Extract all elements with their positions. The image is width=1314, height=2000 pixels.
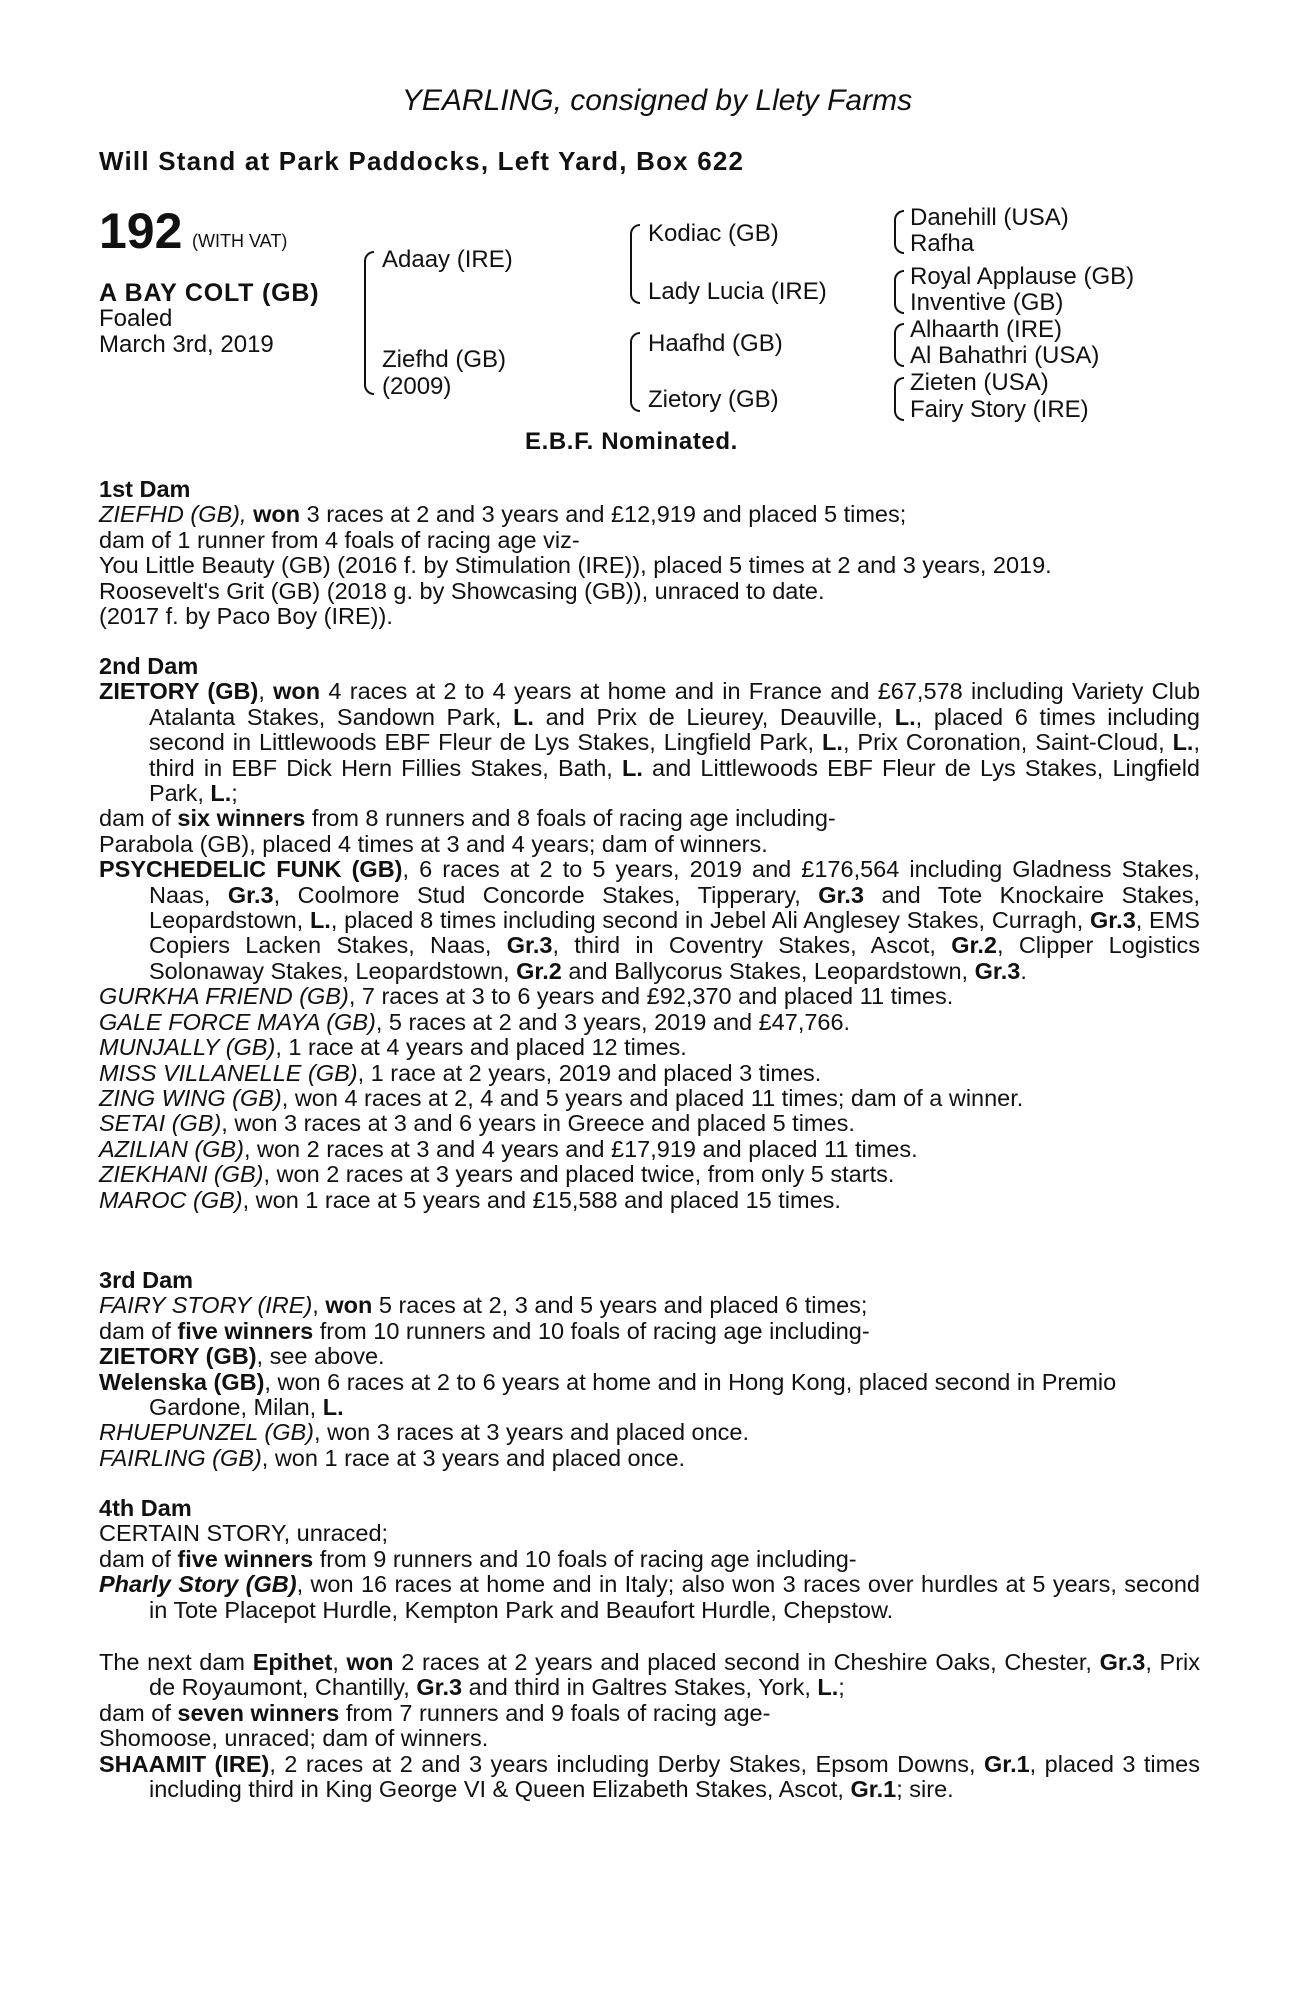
text: , Coolmore Stud Concorde Stakes, Tipperary, [273,881,819,908]
horse-name: MUNJALLY (GB) [99,1034,276,1061]
text: ; [231,780,238,807]
text: dam of [99,1317,178,1344]
next-dam-section [99,1650,1200,1802]
lot-description: A BAY COLT (GB) [99,279,320,307]
second-dam-section [99,654,1200,1213]
grade: Gr.2 [516,957,562,984]
text: , Clipper Logistics Solonaway Stakes, Leopardstown, [149,932,1200,984]
text: , won 16 races at home and in Italy; also won 3 races over hurdles at 5 years, second in Tote Placepot Hurdle, Kempton Park and Beaufort Hurdle, Chepstow. [149,1571,1200,1623]
lot-number: 192 [99,203,183,259]
won-label: won [346,1649,394,1675]
horse-name: ZIETORY (GB) [99,1343,257,1370]
dam-name: ZIEFHD (GB), [99,501,247,528]
text: dam of [99,805,178,832]
grade: Gr.3 [227,881,274,908]
horse-name: MISS VILLANELLE (GB) [99,1059,358,1086]
grandparent-6: Al Bahathri (USA) [910,342,1100,369]
text: from 8 runners and 8 foals of racing age including- [305,805,836,832]
horse-name: RHUEPUNZEL (GB) [99,1419,315,1446]
section-heading: 3rd Dam [99,1267,194,1293]
grandparent-2: Rafha [910,230,975,257]
text: dam of [99,1699,178,1726]
text: , won 4 races at 2, 4 and 5 years and placed 11 times; dam of a winner. [281,1084,1024,1111]
race-record: 3 races at 2 and 3 years and £12,919 and placed 5 times; [300,501,907,528]
grade: L. [513,703,534,730]
grade: L. [621,754,643,781]
text: , won 1 race at 5 years and £15,588 and placed 15 times. [242,1186,841,1213]
won-label: won [325,1292,373,1319]
pedigree-brace [630,332,640,412]
text: , placed 6 times including second in Littlewoods EBF Fleur de Lys Stakes, Lingfield Park, [149,703,1201,756]
produce-item: (2017 f. by Paco Boy (IRE)). [99,603,393,630]
horse-name: MAROC (GB) [99,1186,243,1213]
grade: L. [309,907,331,934]
grade: L. [822,729,843,756]
fourth-dam-section [99,1496,1200,1623]
grade: Gr.3 [1099,1649,1146,1675]
section-heading: 4th Dam [99,1495,192,1521]
grade: L. [817,1674,839,1701]
sire-dam: Lady Lucia (IRE) [648,278,827,305]
third-dam-section [99,1268,1200,1471]
dam: Ziefhd (GB) [382,346,507,373]
horse-name: Pharly Story (GB) [99,1571,297,1598]
grade: Gr.3 [416,1674,463,1701]
grandparent-8: Fairy Story (IRE) [910,396,1089,423]
horse-name: FAIRLING (GB) [99,1444,262,1471]
grade: L. [894,703,916,730]
grade: L. [1172,729,1194,756]
horse-name: Welenska (GB) [99,1368,265,1395]
text: , Prix Coronation, Saint-Cloud, [842,729,1173,756]
text: 4 races at 2 to 4 years at home and in France and £67,578 including Variety Club Atalanta Stakes, Sandown Park, [149,678,1201,730]
text: , [332,1649,347,1675]
pedigree-brace [630,224,640,304]
sire: Adaay (IRE) [382,246,513,273]
vat-note: (WITH VAT) [192,231,288,251]
grade: L. [322,1394,344,1421]
horse-name: SETAI (GB) [99,1110,222,1137]
pedigree-brace [894,210,904,254]
foaled-label: Foaled [99,305,173,332]
produce-item: Parabola (GB), placed 4 times at 3 and 4 years; dam of winners. [99,830,768,857]
text: from 7 runners and 9 foals of racing age- [339,1699,771,1726]
dam-year: (2009) [382,373,452,400]
winners-count: five winners [177,1317,314,1344]
winners-count: six winners [177,805,306,832]
winners-count: five winners [177,1545,314,1572]
text: and Ballycorus Stakes, Leopardstown, [561,957,975,984]
dam-name: ZIETORY (GB) [99,678,259,705]
section-heading: 2nd Dam [99,653,199,679]
horse-name: AZILIAN (GB) [99,1135,244,1162]
grandparent-3: Royal Applause (GB) [910,263,1135,290]
dam-line: CERTAIN STORY, unraced; [99,1520,389,1547]
grandparent-4: Inventive (GB) [910,289,1064,316]
dam-dam: Zietory (GB) [648,386,779,413]
pedigree-brace [894,377,904,421]
grade: Gr.3 [974,957,1021,984]
page-title: YEARLING, consigned by Llety Farms [401,84,913,117]
won-label: won [253,501,301,528]
winners-count: seven winners [177,1699,340,1726]
stand-location: Will Stand at Park Paddocks, Left Yard, Box 622 [99,146,745,176]
text: dam of [99,1545,178,1572]
text: and Tote Knockaire Stakes, Leopardstown, [149,881,1200,934]
text: , 6 races at 2 to 5 years, 2019 and £176,564 including Gladness Stakes, Naas, [149,856,1200,908]
text: , third in Coventry Stakes, Ascot, [552,932,952,959]
horse-name: PSYCHEDELIC FUNK (GB) [99,856,403,883]
text: , won 6 races at 2 to 6 years at home and in Hong Kong, placed second in Premio Gardone, Milan, [149,1368,1117,1421]
pedigree-brace [894,270,904,314]
grade: Gr.2 [951,932,997,959]
horse-name: GALE FORCE MAYA (GB) [99,1008,376,1035]
horse-name: ZING WING (GB) [99,1084,282,1111]
text: and third in Galtres Stakes, York, [462,1674,818,1701]
produce-item: Roosevelt's Grit (GB) (2018 g. by Showcasing (GB)), unraced to date. [99,577,825,604]
text: 2 races at 2 years and placed second in Cheshire Oaks, Chester, [393,1649,1100,1675]
section-heading: 1st Dam [99,476,191,502]
dam-name: Epithet [252,1649,333,1675]
text: , see above. [256,1343,385,1370]
text: and Littlewoods EBF Fleur de Lys Stakes, Lingfield Park, [149,754,1200,807]
grade: Gr.1 [850,1776,897,1803]
text: ; [838,1674,845,1701]
text: ; sire. [896,1776,954,1803]
horse-name: ZIEKHANI (GB) [99,1161,264,1188]
text: , won 1 race at 3 years and placed once. [261,1444,686,1471]
text: , 1 race at 2 years, 2019 and placed 3 times. [357,1059,822,1086]
text: , won 3 races at 3 and 6 years in Greece and placed 5 times. [221,1110,855,1137]
text: , [258,678,274,705]
grandparent-7: Zieten (USA) [910,369,1049,396]
horse-name: SHAAMIT (IRE) [99,1750,270,1777]
grade: L. [210,780,232,807]
pedigree-brace [364,251,374,395]
grandparent-1: Danehill (USA) [910,204,1069,231]
text: , won 2 races at 3 and 4 years and £17,919 and placed 11 times. [243,1135,918,1162]
text: , third in EBF Dick Hern Fillies Stakes, Bath, [149,729,1200,781]
text: , won 3 races at 3 years and placed once. [314,1419,750,1446]
grade: Gr.3 [506,932,553,959]
text: , [312,1292,326,1319]
ebf-note: E.B.F. Nominated. [525,428,738,455]
text: , 2 races at 2 and 3 years including Derby Stakes, Epsom Downs, [269,1750,984,1777]
text: , placed 3 times including third in King George VI & Queen Elizabeth Stakes, Ascot, [149,1750,1201,1803]
sire-sire: Kodiac (GB) [648,220,779,247]
text: , won 2 races at 3 years and placed twice, from only 5 starts. [263,1161,895,1188]
text: , EMS Copiers Lacken Stakes, Naas, [149,907,1200,959]
dam-name: FAIRY STORY (IRE) [99,1292,313,1319]
grade: Gr.1 [983,1750,1030,1777]
grandparent-5: Alhaarth (IRE) [910,316,1063,343]
text: and Prix de Lieurey, Deauville, [533,703,895,730]
first-dam-section [99,477,1200,629]
text: , placed 8 times including second in Jebel Ali Anglesey Stakes, Curragh, [330,907,1091,934]
grade: Gr.3 [1090,907,1136,934]
text: from 10 runners and 10 foals of racing age including- [313,1317,870,1344]
horse-name: GURKHA FRIEND (GB) [99,983,349,1010]
text: 5 races at 2, 3 and 5 years and placed 6 times; [372,1292,868,1319]
produce-summary: dam of 1 runner from 4 foals of racing age viz- [99,526,580,553]
dam-sire: Haafhd (GB) [648,330,783,357]
pedigree-brace [894,323,904,367]
text: . [1020,957,1027,984]
won-label: won [273,678,321,705]
text: , 1 race at 4 years and placed 12 times. [275,1034,687,1061]
foaled-date: March 3rd, 2019 [99,331,274,358]
text: The next dam [99,1649,253,1675]
text: , Prix de Royaumont, Chantilly, [149,1649,1201,1701]
produce-item: You Little Beauty (GB) (2016 f. by Stimulation (IRE)), placed 5 times at 2 and 3 years, 2019. [99,552,1052,579]
text: , 5 races at 2 and 3 years, 2019 and £47,766. [375,1008,851,1035]
grade: Gr.3 [818,881,864,908]
text: from 9 runners and 10 foals of racing age including- [313,1545,857,1572]
produce-item: Shomoose, unraced; dam of winners. [99,1725,489,1752]
text: , 7 races at 3 to 6 years and £92,370 and placed 11 times. [348,983,954,1010]
